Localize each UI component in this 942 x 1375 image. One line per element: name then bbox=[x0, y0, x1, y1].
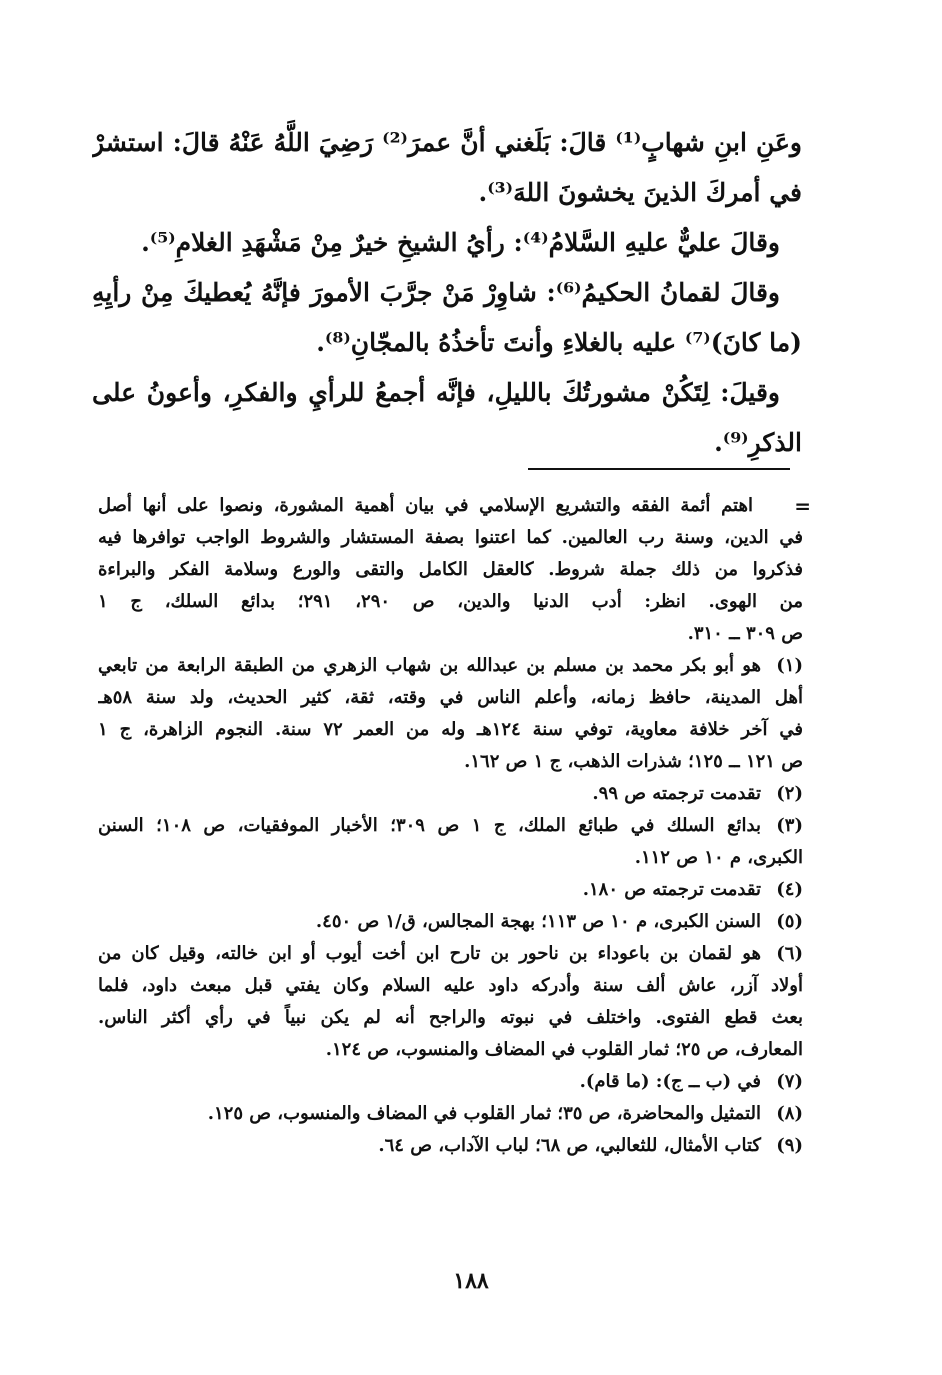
footnote-5 bbox=[98, 906, 803, 938]
footnote-7 bbox=[98, 1066, 803, 1098]
footnote-line: في (ب ــ ج): (ما قام). bbox=[579, 1071, 761, 1092]
footnote-line: فذكروا من ذلك جملة شروط. كالعقل الكامل والتقى والورع وسلامة الفكر والبراءة bbox=[98, 559, 803, 580]
footnote-line: هو أبو بكر محمد بن مسلم بن عبدالله بن شهاب الزهري من الطبقة الرابعة من تابعي bbox=[98, 655, 761, 676]
footnote-line: ص ١٢١ ــ ١٢٥؛ شذرات الذهب، ج ١ ص ١٦٢. bbox=[464, 751, 803, 772]
footnote-line: السنن الكبرى، م ١٠ ص ١١٣؛ بهجة المجالس، ق/١ ص ٤٥٠. bbox=[315, 911, 761, 932]
footnote-line: أهل المدينة، حافظ زمانه، وأعلم الناس في وقته، ثقة، كثير الحديث، ولد سنة ٥٨هـ bbox=[98, 687, 803, 708]
main-line: وقالَ لقمانُ الحكيمُ⁽⁶⁾: شاوِرْ مَنْ جرَّبَ الأمورَ فإنَّهُ يُعطيكَ مِنْ رأيِهِ bbox=[92, 278, 780, 307]
footnote-number: (٥) bbox=[776, 911, 803, 932]
footnote-line: المعارف، ص ٢٥؛ ثمار القلوب في المضاف والمنسوب، ص ١٢٤. bbox=[325, 1039, 803, 1060]
footnote-line: بعث قطع الفتوى. واختلف في نبوته والراجح أنه لم يكن نبياً في رأي أكثر الناس. bbox=[98, 1007, 803, 1028]
footnote-line: أولاد آزر، عاش ألف سنة وأدركه داود عليه السلام وكان يفتي قبل مبعث داود، فلما bbox=[98, 975, 803, 996]
main-line: في أمركَ الذينَ يخشونَ اللهَ⁽³⁾. bbox=[478, 178, 802, 207]
footnote-2 bbox=[98, 778, 803, 810]
footnote-number: (٧) bbox=[776, 1071, 803, 1092]
main-line: وعَنِ ابنِ شهابٍ⁽¹⁾ قالَ: بَلَغني أنَّ عمرَ⁽²⁾ رَضِيَ اللَّهُ عَنْهُ قالَ: استشرْ bbox=[92, 128, 802, 157]
footnotes bbox=[98, 490, 811, 1162]
main-line: وقالَ عليٌّ عليهِ السَّلامُ⁽⁴⁾: رأيُ الشيخِ خيرٌ مِنْ مَشْهَدِ الغلامِ⁽⁵⁾. bbox=[141, 228, 780, 257]
footnote-number: (٤) bbox=[776, 879, 803, 900]
footnote-8 bbox=[98, 1098, 803, 1130]
footnote-line: التمثيل والمحاضرة، ص ٣٥؛ ثمار القلوب في المضاف والمنسوب، ص ١٢٥. bbox=[207, 1103, 761, 1124]
footnote-line: في الدين، وسنة رب العالمين. كما اعتنوا بصفة المستشار والشروط الواجب توافرها فيه bbox=[98, 527, 803, 548]
main-line: (ما كانَ)⁽⁷⁾ عليه بالغلاءِ وأنتَ تأخذُهُ بالمجّانِ⁽⁸⁾. bbox=[316, 328, 802, 357]
continuation-mark: = bbox=[794, 494, 811, 518]
footnote-9 bbox=[98, 1130, 803, 1162]
footnote-number: (١) bbox=[776, 655, 803, 676]
footnote-line: الكبرى، م ١٠ ص ١١٢. bbox=[634, 847, 803, 868]
footnote-4 bbox=[98, 874, 803, 906]
footnote-6 bbox=[98, 938, 803, 1066]
footnote-line: تقدمت ترجمته ص ١٨٠. bbox=[582, 879, 761, 900]
footnote-continuation bbox=[98, 490, 811, 650]
footnote-number: (٩) bbox=[776, 1135, 803, 1156]
footnote-line: كتاب الأمثال، للثعالبي، ص ٦٨؛ لباب الآداب، ص ٦٤. bbox=[378, 1135, 761, 1156]
footnote-line: في آخر خلافة معاوية، توفي سنة ١٢٤هـ وله من العمر ٧٢ سنة. النجوم الزاهرة، ج ١ bbox=[98, 719, 803, 740]
page-number: ١٨٨ bbox=[453, 1268, 489, 1294]
footnote-line: بدائع السلك في طبائع الملك، ج ١ ص ٣٠٩؛ الأخبار الموفقيات، ص ١٠٨؛ السنن bbox=[98, 815, 762, 836]
main-text bbox=[92, 118, 802, 468]
footnote-number: (٢) bbox=[776, 783, 803, 804]
footnote-3 bbox=[98, 810, 803, 874]
footnote-line: من الهوى. انظر: أدب الدنيا والدين، ص ٢٩٠، ٢٩١؛ بدائع السلك، ج ١ bbox=[98, 591, 803, 612]
footnote-line: اهتم أئمة الفقه والتشريع الإسلامي في بيان أهمية المشورة، ونصوا على أنها أصل bbox=[98, 495, 753, 516]
footnote-line: هو لقمان بن باعوداء بن ناحور بن تارح ابن أخت أيوب أو ابن خالته، وقيل كان من bbox=[98, 943, 761, 964]
footnote-1 bbox=[98, 650, 803, 778]
footnote-number: (٣) bbox=[776, 815, 803, 836]
footnote-line: تقدمت ترجمته ص ٩٩. bbox=[592, 783, 761, 804]
main-line: الذكرِ⁽⁹⁾. bbox=[714, 428, 802, 457]
footnote-separator bbox=[528, 468, 790, 470]
footnote-line: ص ٣٠٩ ــ ٣١٠. bbox=[687, 623, 803, 644]
footnote-number: (٨) bbox=[776, 1103, 803, 1124]
footnote-number: (٦) bbox=[776, 943, 803, 964]
main-line: وقيلَ: لِتَكُنْ مشورتُكَ بالليلِ، فإنَّه أجمعُ للرأيِ والفكرِ، وأعونُ على bbox=[92, 378, 780, 407]
